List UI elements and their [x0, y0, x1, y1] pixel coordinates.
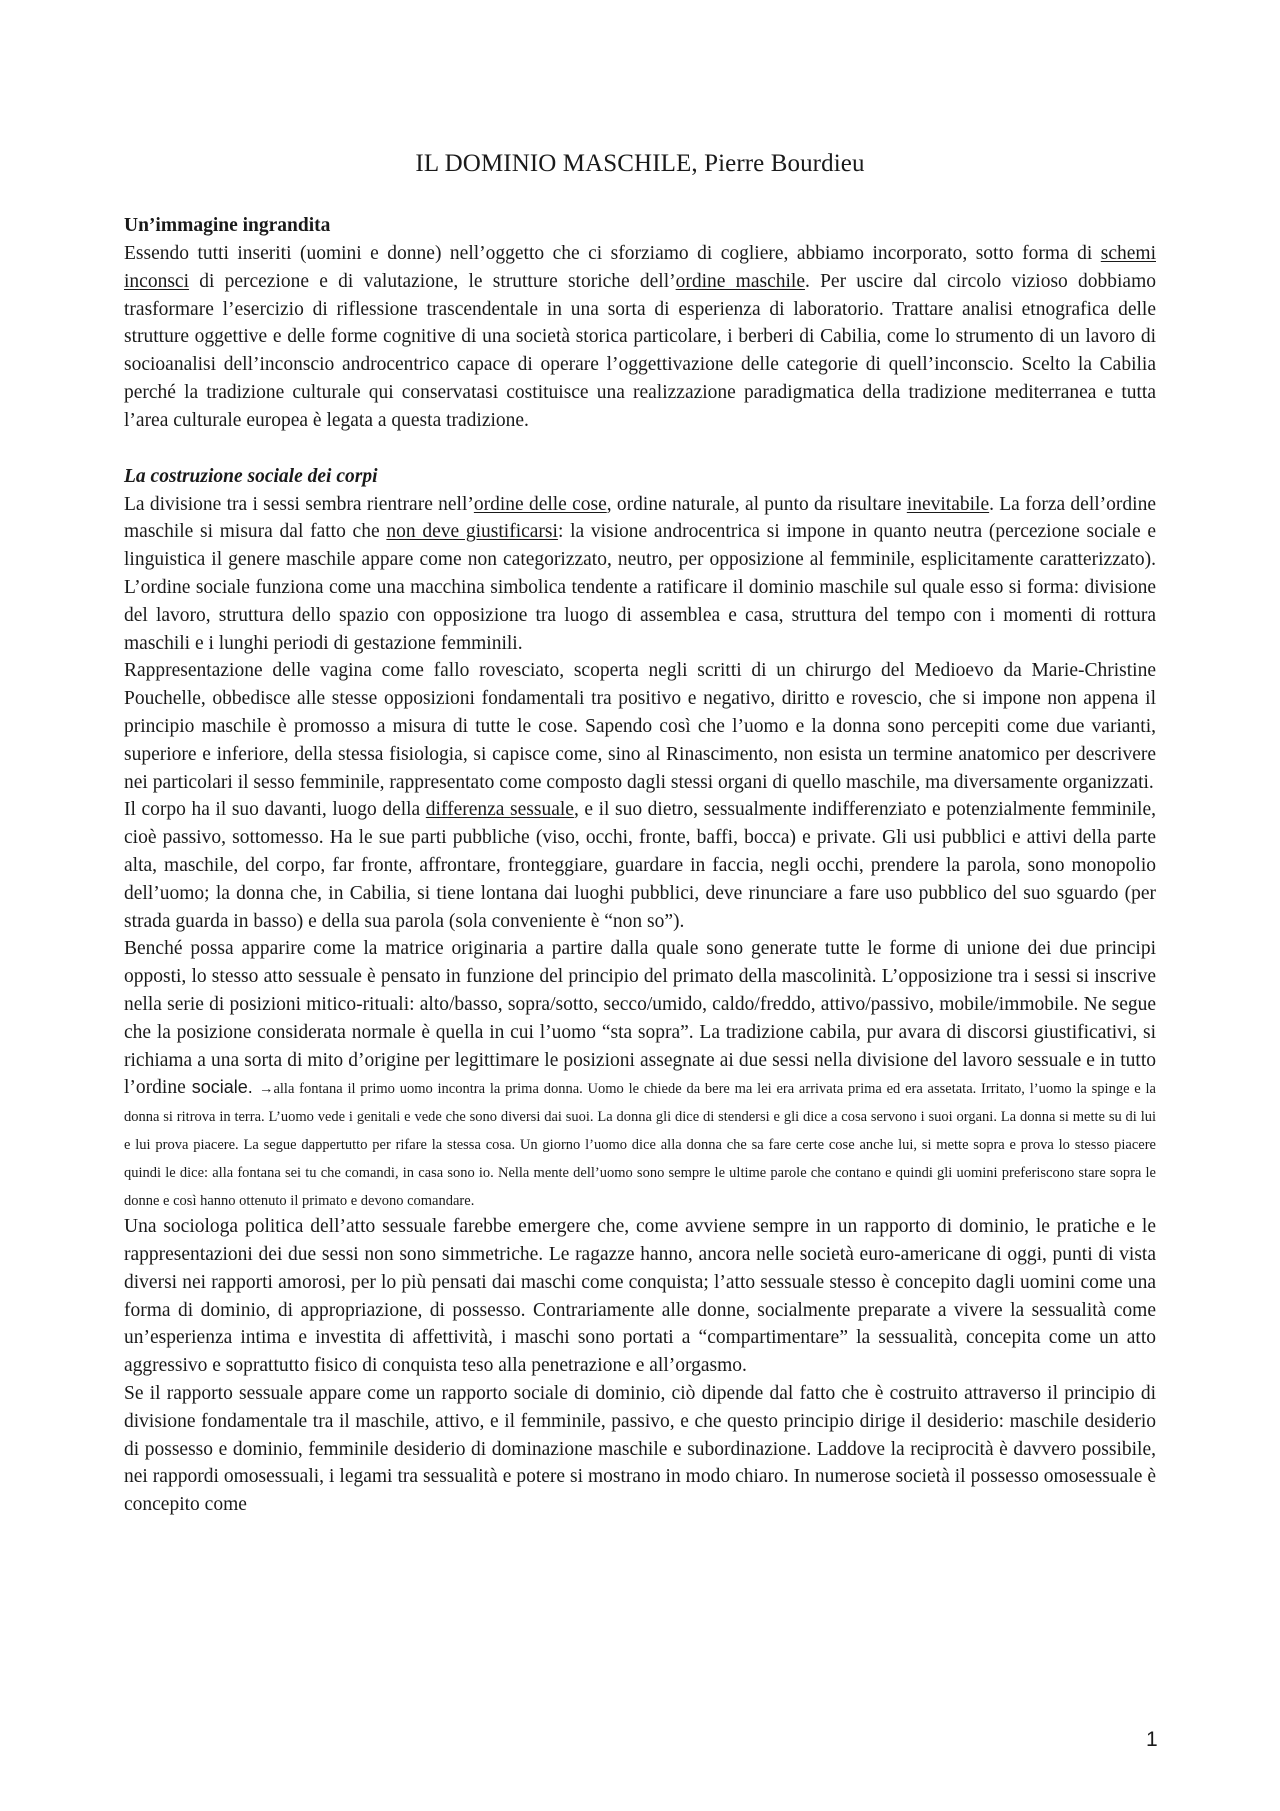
- section-costruzione-sociale: [124, 463, 1156, 1519]
- paragraph: Rappresentazione delle vagina come fallo rovesciato, scoperta negli scritti di un chirurgo del Medioevo da Marie-Christine Pouchelle, obbedisce alle stesse opposizioni fondamentali tra positivo e negativo, diritto e rovescio, che si impone non appena il principio maschile è promosso a misura di tutte le cose. Sapendo così che l’uomo e la donna sono percepiti come due varianti, superiore e inferiore, della stessa fisiologia, si capisce come, sino al Rinascimento, non esista un termine anatomico per descrivere nei particolari il sesso femminile, rappresentato come composto dagli stessi organi di quello maschile, ma diversamente organizzati.: [124, 660, 1156, 793]
- text-run: , ordine naturale, al punto da risultare: [606, 493, 907, 515]
- underlined-term: schemi inconsci: [124, 243, 1156, 292]
- underlined-term: ordine maschile: [675, 270, 805, 292]
- text-run: Benché possa apparire come la matrice originaria a partire dalla quale sono generate tutte le forme di unione dei due principi opposti, lo stesso atto sessuale è pensato in funzione del principio del primato della mascolinità. L’opposizione tra i sessi si inscrive nella serie di posizioni mitico-rituali: alto/basso, sopra/sotto, secco/umido, caldo/freddo, attivo/passivo, mobile/immobile. Ne segue che la posizione considerata normale è quella in cui l’uomo “sta sopra”. La tradizione cabila, pur avara di discorsi giustificativi, si richiama a una sorta di mito d’origine per legittimare le posizioni assegnate ai due sessi nella divisione del lavoro sessuale e in tutto l’ordine: [124, 938, 1156, 1099]
- underlined-term: differenza sessuale: [425, 799, 574, 821]
- text-run: . La forza dell’ordine maschile si misura dal fatto che: [124, 493, 1156, 543]
- arrow-icon: →: [258, 1081, 274, 1098]
- paragraph: [124, 935, 1156, 1213]
- underlined-term: non deve giustificarsi: [386, 521, 558, 543]
- text-run: Essendo tutti inseriti (uomini e donne) nell’oggetto che ci sforziamo di cogliere, abbiamo incorporato, sotto forma di: [124, 243, 1101, 264]
- text-run: , e il suo dietro, sessualmente indifferenziato e potenzialmente femminile, cioè passivo, sottomesso. Ha le sue parti pubbliche (viso, occhi, fronte, baffi, bocca) e private. Gli usi pubblici e attivi della parte alta, maschile, del corpo, far fronte, affrontare, fronteggiare, guardare in faccia, negli occhi, prendere la parola, sono monopolio dell’uomo; la donna che, in Cabilia, si tiene lontana dai luoghi pubblici, deve rinunciare a fare uso pubblico del suo sguardo (per strada guarda in basso) e della sua parola (sola conveniente è “non so”).: [124, 799, 1156, 932]
- paragraph: [124, 796, 1156, 935]
- spacer: [124, 435, 1156, 463]
- paragraph: Se il rapporto sessuale appare come un rapporto sociale di dominio, ciò dipende dal fatto che è costruito attraverso il principio di divisione fondamentale tra il maschile, attivo, e il femminile, passivo, e che questo principio dirige il desiderio: maschile desiderio di possesso e dominio, femminile desiderio di dominazione maschile e subordinazione. Laddove la reciprocità è davvero possibile, nei rappordi omosessuali, i legami tra sessualità e potere si mostrano in modo chiaro. In numerose società il possesso omosessuale è concepito come: [124, 1383, 1156, 1516]
- document-title: IL DOMINIO MASCHILE, Pierre Bourdieu: [415, 150, 865, 177]
- text-run: Il corpo ha il suo davanti, luogo della: [124, 799, 426, 821]
- text-run: La divisione tra i sessi sembra rientrare nell’: [124, 493, 474, 515]
- section-heading: Un’immagine ingrandita: [124, 215, 331, 236]
- text-run: . Per uscire dal circolo vizioso dobbiamo trasformare l’esercizio di riflessione trascendentale in una sorta di esperienza di laboratorio. Trattare analisi etnografica delle strutture oggettive e delle forme cognitive di una società storica particolare, i berberi di Cabilia, come lo strumento di un lavoro di socioanalisi dell’inconscio androcentrico capace di operare l’oggettivazione delle categorie di quell’inconscio. Scelto la Cabilia perché la tradizione culturale qui conservatasi costituisce una realizzazione paradigmatica della tradizione mediterranea e tutta l’area culturale europea è legata a questa tradizione.: [124, 270, 1156, 431]
- text-run: sociale.: [191, 1077, 259, 1098]
- myth-note: alla fontana il primo uomo incontra la prima donna. Uomo le chiede da bere ma lei era arrivata prima ed era assetata. Irritato, l’uomo la spinge e la donna si ritrova in terra. L’uomo vede i genitali e vede che sono diversi dai suoi. La donna gli dice di stendersi e gli dice a cosa servono i suoi organi. La donna si mette su di lui e lui prova piacere. La segue dappertutto per rifare la stessa cosa. Un giorno l’uomo dice alla donna che sa fare certe cose anche lui, si mette sopra e prova lo stesso piacere quindi le dice: alla fontana sei tu che comandi, in casa sono io. Nella mente dell’uomo sono sempre le ultime parole che contano e quindi gli uomini preferiscono stare sopra le donne e così hanno ottenuto il primato e devono comandare.: [124, 1081, 1156, 1209]
- paragraph: Una sociologa politica dell’atto sessuale farebbe emergere che, come avviene sempre in un rapporto di dominio, le pratiche e le rappresentazioni dei due sessi non sono simmetriche. Le ragazze hanno, ancora nelle società euro-americane di oggi, punti di vista diversi nei rapporti amorosi, per lo più pensati dai maschi come conquista; l’atto sessuale stesso è concepito dagli uomini come una forma di dominio, di appropriazione, di possesso. Contrariamente alle donne, socialmente preparate a vivere la sessualità come un’esperienza intima e investita di affettività, i maschi sono portati a “compartimentare” la sessualità, concepita come un atto aggressivo e soprattutto fisico di conquista teso alla penetrazione e all’orgasmo.: [124, 1216, 1156, 1377]
- document-page: [124, 150, 1156, 1519]
- underlined-term: ordine delle cose: [473, 493, 607, 515]
- section-immagine-ingrandita: [124, 212, 1156, 435]
- text-run: di percezione e di valutazione, le strutture storiche dell’: [188, 270, 676, 292]
- paragraph: [124, 491, 1156, 658]
- section-heading: La costruzione sociale dei corpi: [124, 465, 378, 487]
- page-number: 1: [1146, 1728, 1158, 1751]
- underlined-term: inevitabile: [906, 493, 990, 515]
- text-run: : la visione androcentrica si impone in quanto neutra (percezione sociale e linguistica il genere maschile appare come non categorizzato, neutro, per opposizione al femminile, esplicitamente caratterizzato). L’ordine sociale funziona come una macchina simbolica tendente a ratificare il dominio maschile sul quale esso si forma: divisione del lavoro, struttura dello spazio con opposizione tra luogo di assemblea e casa, struttura del tempo con i momenti di rottura maschili e i lunghi periodi di gestazione femminili.: [124, 521, 1156, 654]
- paragraph: [124, 240, 1156, 435]
